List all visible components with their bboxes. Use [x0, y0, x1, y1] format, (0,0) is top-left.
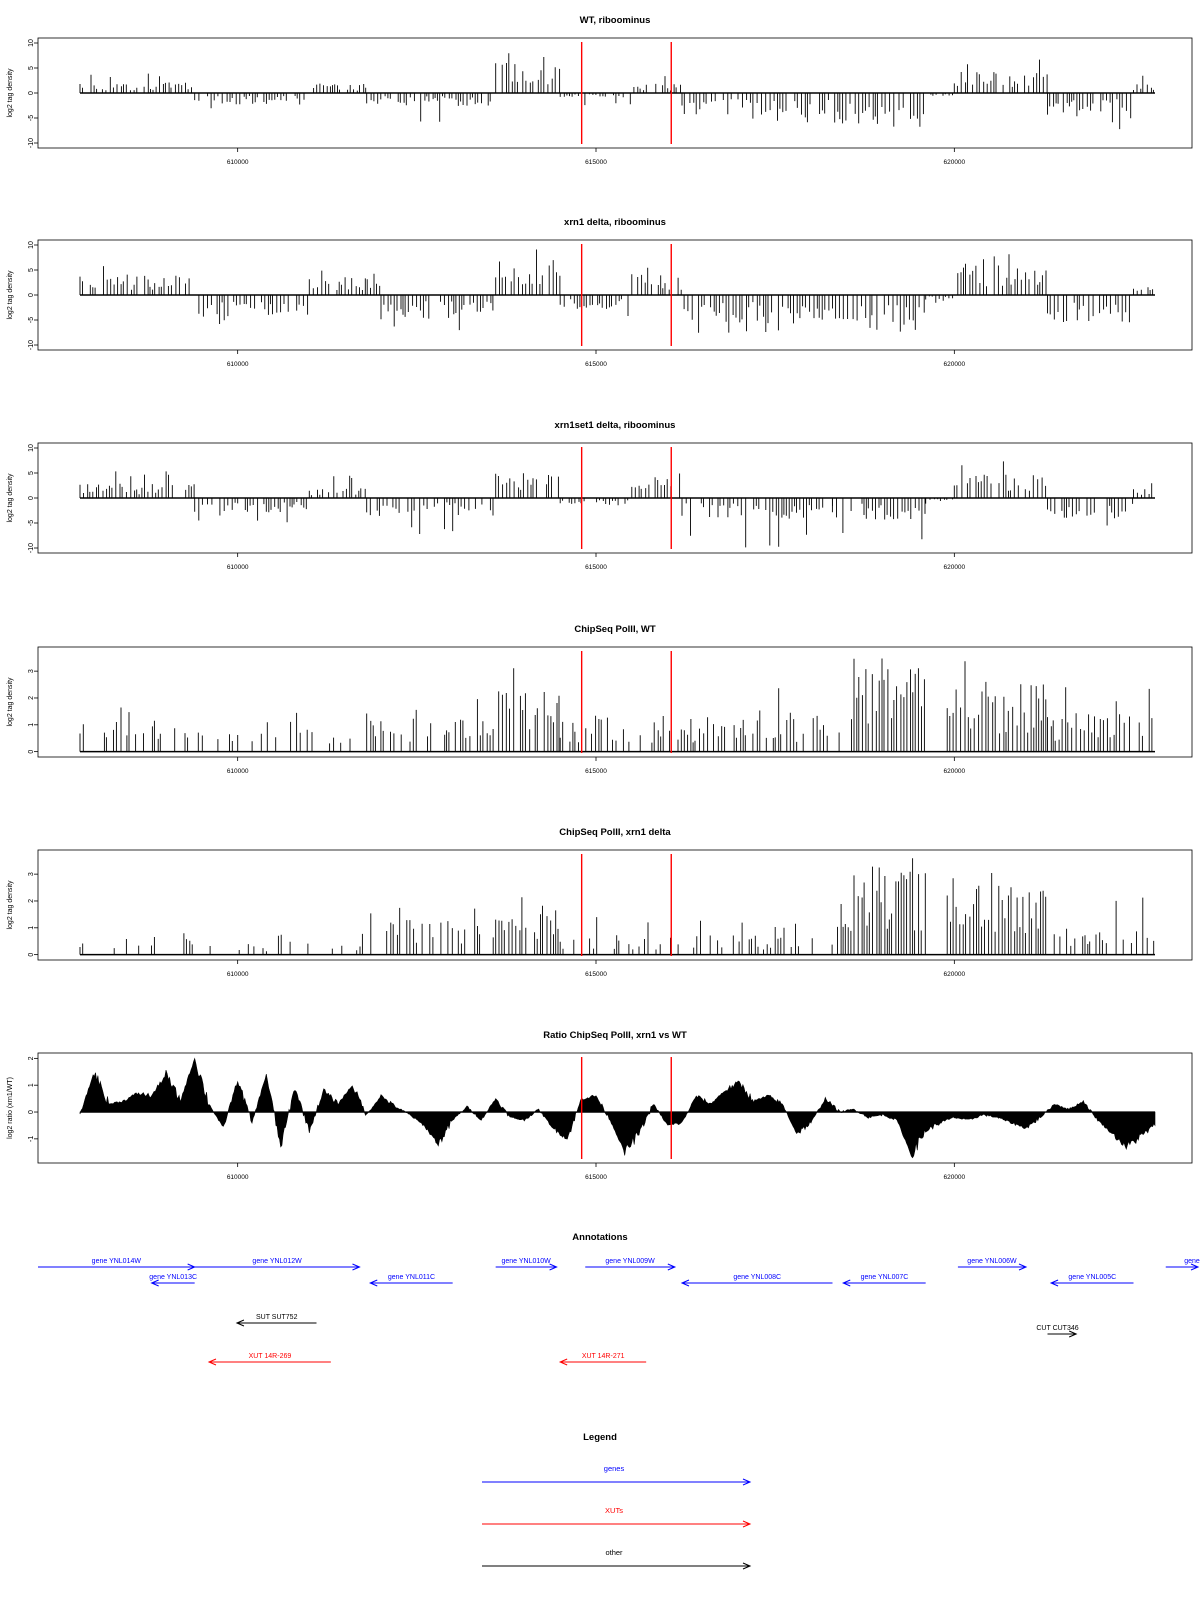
plot-frame — [38, 647, 1192, 757]
feature-label: gene YNL008C — [733, 1274, 782, 1281]
chart-panel-3 — [7, 420, 1192, 571]
chart-panel-4 — [7, 624, 1192, 775]
legend-title: Legend — [583, 1432, 617, 1443]
legend — [482, 1432, 750, 1569]
x-tick-label: 615000 — [585, 1174, 607, 1181]
x-tick-label: 620000 — [943, 1174, 966, 1181]
signal-bars — [80, 659, 1152, 752]
legend-label: other — [605, 1548, 623, 1557]
x-tick-label: 610000 — [226, 159, 249, 166]
annotation-gene — [1166, 1258, 1200, 1270]
y-tick-label: -10 — [27, 137, 35, 149]
x-tick-label: 620000 — [943, 361, 966, 368]
y-tick-label: -10 — [27, 339, 35, 351]
annotation-other — [1036, 1325, 1078, 1337]
y-axis-label: log2 ratio (xrn1/WT) — [7, 1077, 14, 1139]
x-tick-label: 610000 — [226, 564, 249, 571]
signal-bars — [80, 858, 1154, 954]
y-tick-label: 2 — [27, 696, 35, 700]
y-tick-label: -1 — [27, 1135, 35, 1142]
annotation-gene — [585, 1258, 675, 1270]
feature-label: gene YNL006W — [967, 1258, 1017, 1265]
feature-label: gene — [1184, 1258, 1200, 1265]
signal-bars — [80, 53, 1153, 129]
annotation-gene — [195, 1258, 360, 1270]
chart-title: xrn1set1 delta, riboominus — [554, 420, 676, 431]
data-series — [80, 1059, 1155, 1158]
x-tick-label: 620000 — [943, 768, 966, 775]
feature-label: gene YNL013C — [149, 1274, 198, 1281]
feature-label: gene YNL014W — [91, 1258, 141, 1265]
data-series — [80, 461, 1155, 547]
chart-title: ChipSeq PolII, xrn1 delta — [559, 827, 671, 838]
feature-label: CUT CUT346 — [1036, 1325, 1079, 1332]
chart-panel-6 — [7, 1030, 1192, 1181]
chart-panel-5 — [7, 827, 1192, 978]
x-tick-label: 610000 — [226, 768, 249, 775]
legend-arrow — [482, 1479, 750, 1485]
annotation-gene — [38, 1258, 195, 1270]
chart-title: xrn1 delta, riboominus — [564, 217, 666, 228]
y-axis-label: log2 tag density — [7, 473, 14, 523]
y-tick-label: 5 — [27, 66, 35, 70]
y-axis-label: log2 tag density — [7, 270, 14, 320]
y-tick-label: 2 — [27, 1056, 35, 1061]
annotation-other — [237, 1314, 317, 1326]
y-tick-label: 0 — [27, 749, 35, 754]
y-tick-label: 10 — [27, 241, 35, 249]
data-series — [80, 250, 1155, 333]
y-tick-label: 0 — [27, 91, 35, 95]
y-tick-label: 5 — [27, 268, 35, 272]
x-tick-label: 615000 — [585, 361, 607, 368]
legend-label: XUTs — [605, 1506, 623, 1515]
feature-label: gene YNL005C — [1068, 1274, 1117, 1281]
y-tick-label: 0 — [27, 952, 35, 957]
y-tick-label: 5 — [27, 471, 35, 475]
legend-item-other — [482, 1548, 750, 1569]
y-tick-label: -5 — [27, 316, 35, 324]
feature-label: gene YNL009W — [605, 1258, 655, 1265]
annotations-panel — [38, 1232, 1200, 1365]
signal-bars — [80, 461, 1152, 547]
y-tick-label: 10 — [27, 444, 35, 452]
y-tick-label: 0 — [27, 1110, 35, 1114]
annotation-xut — [560, 1353, 646, 1365]
feature-label: XUT 14R-271 — [581, 1353, 625, 1360]
y-axis-label: log2 tag density — [7, 677, 14, 727]
x-tick-label: 615000 — [585, 768, 607, 775]
legend-arrow — [482, 1563, 750, 1569]
x-tick-label: 610000 — [226, 1174, 249, 1181]
plot-frame — [38, 850, 1192, 960]
y-tick-label: 10 — [27, 39, 35, 47]
annotation-gene — [958, 1258, 1026, 1270]
y-tick-label: 0 — [27, 293, 35, 297]
x-tick-label: 620000 — [943, 159, 966, 166]
signal-bars — [80, 250, 1153, 333]
feature-label: gene YNL012W — [252, 1258, 302, 1265]
chart-title: WT, riboominus — [579, 15, 651, 26]
data-series — [80, 858, 1155, 954]
annotation-gene — [682, 1274, 833, 1286]
annotation-gene — [370, 1274, 452, 1286]
chart-title: Ratio ChipSeq PolII, xrn1 vs WT — [543, 1030, 687, 1041]
annotation-xut — [209, 1353, 331, 1365]
annotation-gene — [1051, 1274, 1133, 1286]
legend-arrow — [482, 1521, 750, 1527]
feature-label: gene YNL010W — [501, 1258, 551, 1265]
x-tick-label: 615000 — [585, 159, 607, 166]
x-tick-label: 615000 — [585, 564, 607, 571]
y-tick-label: 0 — [27, 496, 35, 500]
y-tick-label: 1 — [27, 1083, 35, 1088]
legend-item-gene — [482, 1464, 750, 1485]
chart-title: ChipSeq PolII, WT — [574, 624, 656, 635]
ratio-area — [80, 1059, 1155, 1158]
y-tick-label: 2 — [27, 899, 35, 903]
y-tick-label: -5 — [27, 519, 35, 527]
legend-item-xut — [482, 1506, 750, 1527]
chart-panel-1 — [7, 15, 1192, 166]
annotations-title: Annotations — [572, 1232, 628, 1243]
annotation-gene — [496, 1258, 557, 1270]
data-series — [80, 53, 1155, 129]
x-tick-label: 620000 — [943, 971, 966, 978]
feature-label: gene YNL011C — [387, 1274, 436, 1281]
feature-label: XUT 14R-269 — [248, 1353, 292, 1360]
annotation-gene — [149, 1274, 197, 1286]
annotation-gene — [843, 1274, 925, 1286]
y-tick-label: -10 — [27, 542, 35, 554]
x-tick-label: 620000 — [943, 564, 966, 571]
x-tick-label: 610000 — [226, 971, 249, 978]
chart-panel-2 — [7, 217, 1192, 368]
x-tick-label: 610000 — [226, 361, 249, 368]
y-axis-label: log2 tag density — [7, 880, 14, 930]
legend-label: genes — [603, 1464, 625, 1473]
data-series — [80, 659, 1155, 752]
feature-label: gene YNL007C — [860, 1274, 909, 1281]
y-tick-label: -5 — [27, 114, 35, 122]
x-tick-label: 615000 — [585, 971, 607, 978]
y-tick-label: 3 — [27, 669, 35, 674]
y-tick-label: 1 — [27, 722, 35, 727]
y-tick-label: 3 — [27, 872, 35, 877]
y-axis-label: log2 tag density — [7, 68, 14, 118]
y-tick-label: 1 — [27, 925, 35, 930]
feature-label: SUT SUT752 — [255, 1314, 298, 1321]
